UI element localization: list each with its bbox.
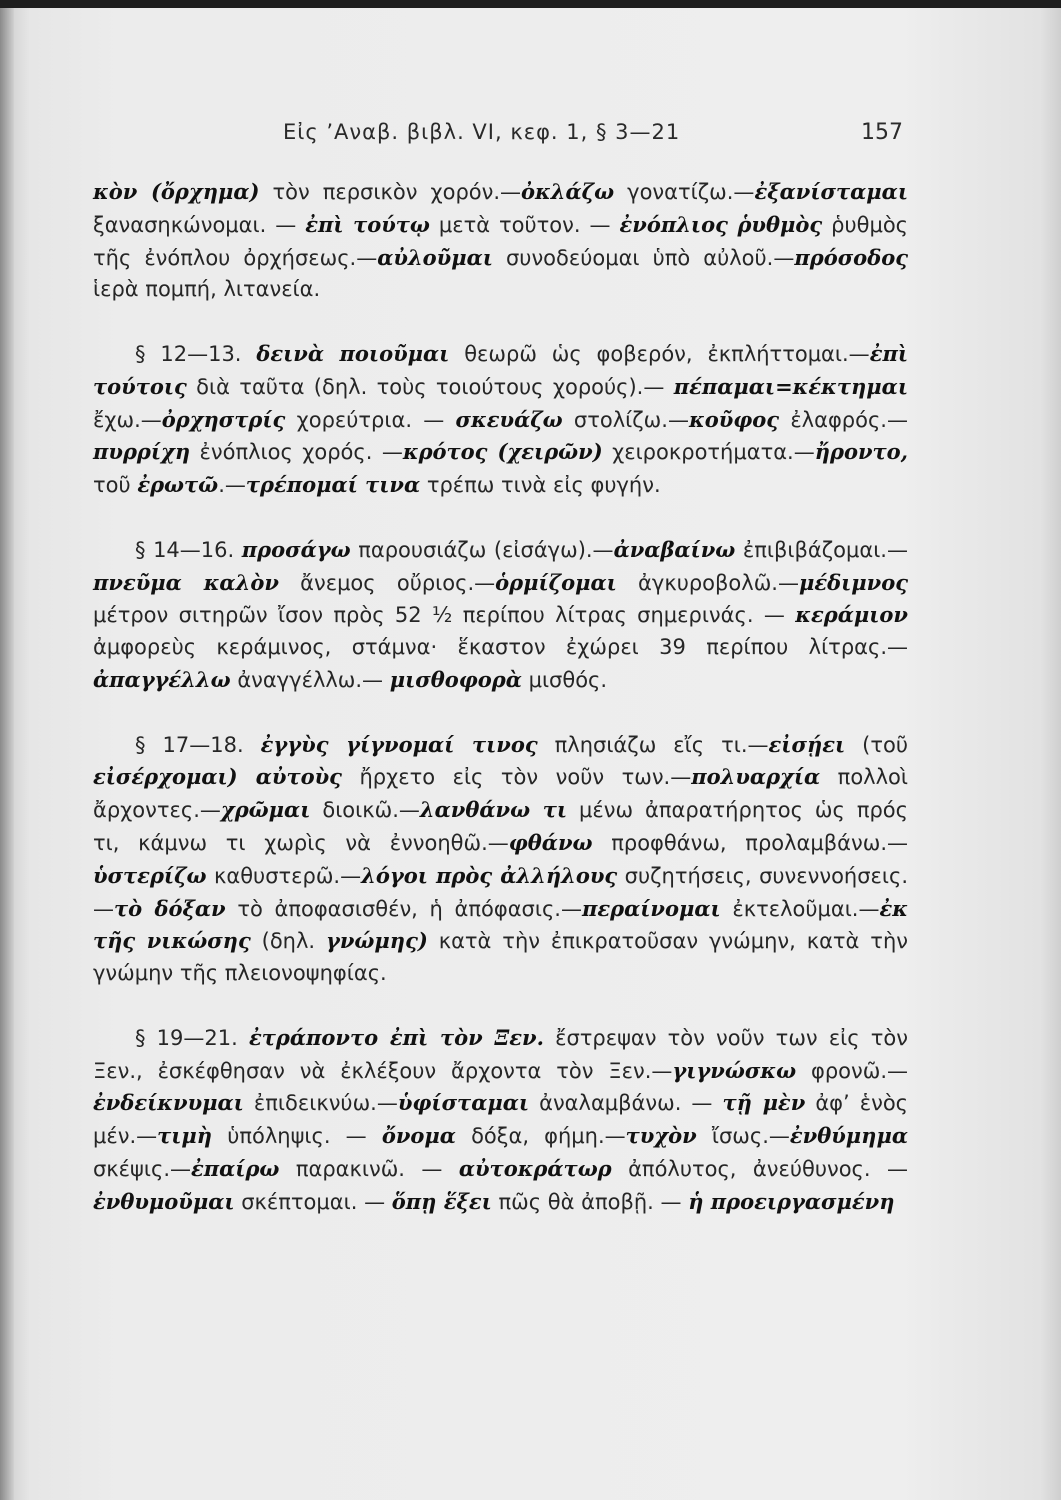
gloss-text: συζητήσεις, συνεννοήσεις.— bbox=[93, 863, 908, 921]
body-text bbox=[93, 176, 908, 1219]
gloss-text: ἔστρεψαν τὸν νοῦν των εἰς τὸν Ξεν., ἐσκέφθησαν νὰ ἐκλέξουν ἄρχοντα τὸν Ξεν.— bbox=[93, 1025, 908, 1083]
gloss-text: πολλοὶ ἄρχοντες.— bbox=[93, 765, 908, 823]
gloss-text: ὑπόληψις. — bbox=[212, 1124, 382, 1149]
headword: τυχὸν bbox=[625, 1123, 697, 1149]
gloss-text: (δηλ. bbox=[250, 929, 326, 954]
headword: αὐλοῦμαι bbox=[377, 244, 493, 270]
headword: ἡ προειργασμένη bbox=[688, 1188, 895, 1214]
headword: πυρρίχη bbox=[93, 439, 191, 465]
gloss-text: διοικῶ.— bbox=[310, 798, 420, 823]
headword: τὸ δόξαν bbox=[114, 895, 226, 921]
headword: ἀπαγγέλλω bbox=[93, 666, 231, 692]
headword: ἐξανίσταμαι bbox=[754, 179, 908, 204]
gloss-text: μισθός. bbox=[521, 667, 608, 692]
page-number: 157 bbox=[861, 120, 903, 145]
gloss-text: γονατίζω.— bbox=[614, 180, 755, 204]
gloss-text: ἀφ’ ἑνὸς μέν.— bbox=[93, 1091, 909, 1149]
gloss-text: παρουσιάζω (εἰσάγω).— bbox=[350, 537, 614, 562]
gloss-text: ἀναλαμβάνω. — bbox=[529, 1091, 723, 1116]
headword: ὑφίσταμαι bbox=[397, 1090, 530, 1116]
headword: περαίνομαι bbox=[581, 895, 721, 921]
headword: λανθάνω τι bbox=[419, 797, 568, 823]
headword: ἐνόπλιος ῥυθμὸς bbox=[619, 211, 823, 237]
gloss-text: δόξα, φήμη.— bbox=[455, 1124, 626, 1149]
headword: ἐρωτῶ bbox=[137, 472, 219, 498]
gloss-text: χορεύτρια. — bbox=[285, 407, 456, 432]
headword: φθάνω bbox=[508, 829, 593, 855]
headword: μέδιμνος bbox=[798, 569, 909, 595]
gloss-text: μένω ἀπαρατήρητος ὡς πρός τι, κάμνω τι χωρὶς νὰ ἐννοηθῶ.— bbox=[93, 798, 908, 855]
gloss-text: ἱερὰ πομπή, λιτανεία. bbox=[93, 277, 321, 302]
gloss-text: τὸν περσικὸν χορόν.— bbox=[259, 180, 522, 204]
headword: γνώμης) bbox=[326, 928, 428, 954]
gloss-text: § 19—21. bbox=[135, 1025, 249, 1050]
gloss-text: ἔχω.— bbox=[93, 407, 162, 432]
gloss-text: ξανασηκώνομαι. — bbox=[93, 212, 306, 237]
headword: ἐπὶ τούτοις bbox=[93, 340, 908, 399]
gloss-text: ῥυθμὸς τῆς ἐνόπλου ὀρχήσεως.— bbox=[93, 212, 909, 270]
gloss-text: κατὰ τὴν ἐπικρατοῦσαν γνώμην, κατὰ τὴν γνώμην τῆς πλειονοψηφίας. bbox=[93, 929, 908, 986]
gloss-text: φρονῶ.— bbox=[796, 1058, 908, 1083]
headword: κεράμιον bbox=[795, 602, 908, 628]
headword: εἰσέρχομαι) αὐτοὺς bbox=[93, 764, 342, 790]
headword: πνεῦμα καλὸν bbox=[93, 569, 279, 595]
headword: ἀναβαίνω bbox=[613, 536, 736, 562]
gloss-text: μετὰ τοῦτον. — bbox=[429, 212, 620, 237]
headword: αὐτοκράτωρ bbox=[458, 1155, 612, 1181]
headword: ἤροντο, bbox=[814, 439, 908, 465]
gloss-text: τοῦ bbox=[93, 473, 138, 498]
gloss-text: ἄνεμος οὔριος.— bbox=[278, 570, 496, 595]
headword: λόγοι πρὸς ἀλλήλους bbox=[361, 862, 618, 888]
gloss-text: χειροκροτήματα.— bbox=[602, 440, 815, 465]
gloss-text: ἐκτελοῦμαι.— bbox=[720, 896, 880, 921]
page-header bbox=[0, 116, 1061, 150]
headword: πέπαμαι=κέκτημαι bbox=[673, 373, 908, 399]
headword: ἐπαίρω bbox=[191, 1155, 280, 1181]
headword: γιγνώσκω bbox=[672, 1057, 797, 1083]
gloss-text: ἐπιβιβάζομαι.— bbox=[735, 537, 908, 562]
gloss-text: παρακινῶ. — bbox=[279, 1156, 459, 1181]
gloss-text: τὸ ἀποφασισθέν, ἡ ἀπόφασις.— bbox=[225, 896, 582, 921]
gloss-text: θεωρῶ ὡς φοβερόν, ἐκπλήττομαι.— bbox=[449, 341, 870, 366]
headword: πολυαρχία bbox=[691, 764, 821, 790]
headword: σκευάζω bbox=[455, 406, 563, 432]
gloss-text: καθυστερῶ.— bbox=[206, 863, 362, 888]
gloss-text: σκέπτομαι. — bbox=[234, 1189, 392, 1214]
gloss-text: πῶς θὰ ἀποβῇ. — bbox=[491, 1189, 689, 1214]
headword: ὀκλάζω bbox=[521, 179, 615, 204]
gloss-text: διὰ ταῦτα (δηλ. τοὺς τοιούτους χορούς).— bbox=[186, 374, 674, 399]
gloss-text: ἀπόλυτος, ἀνεύθυνος. — bbox=[611, 1156, 908, 1181]
gloss-text: ἀναγγέλλω.— bbox=[230, 667, 390, 692]
headword: ἐγγὺς γίγνομαί τινος bbox=[260, 731, 538, 757]
gloss-text: προφθάνω, προλαμβάνω.— bbox=[592, 830, 908, 855]
gloss-text: ἐλαφρός.— bbox=[779, 407, 908, 432]
gloss-text: ἤρχετο εἰς τὸν νοῦν των.— bbox=[341, 765, 692, 790]
gloss-text: § 14—16. bbox=[135, 537, 242, 562]
running-head: Εἰς ’Αναβ. βιβλ. VI, κεφ. 1, § 3—21 bbox=[283, 120, 681, 144]
headword: ἐπὶ τούτῳ bbox=[305, 211, 430, 237]
gloss-text: στολίζω.— bbox=[562, 407, 689, 432]
headword: τιμὴ bbox=[157, 1123, 213, 1149]
paragraph-section-12-13 bbox=[93, 338, 908, 502]
headword: τρέπομαί τινα bbox=[245, 472, 421, 498]
headword: ἐνδείκνυμαι bbox=[93, 1090, 244, 1116]
gloss-text: ἴσως.— bbox=[696, 1124, 790, 1149]
headword: εἰσῄει bbox=[768, 731, 846, 757]
headword: ἐκ τῆς νικώσης bbox=[93, 895, 908, 954]
headword: ἐτράποντο ἐπὶ τὸν Ξεν. bbox=[248, 1024, 544, 1050]
gloss-text: μέτρον σιτηρῶν ἴσον πρὸς 52 ½ περίπου λίτρας σημερινάς. — bbox=[93, 603, 796, 628]
gloss-text: ἀγκυροβολῶ.— bbox=[616, 570, 799, 595]
gloss-text: (τοῦ bbox=[845, 732, 908, 757]
headword: μισθοφορὰ bbox=[389, 666, 522, 692]
gloss-text: πλησιάζω εἴς τι.— bbox=[537, 732, 769, 757]
paragraph-continuation bbox=[93, 176, 908, 306]
headword: τῇ μὲν bbox=[722, 1090, 806, 1116]
gloss-text: ἐνόπλιος χορός. — bbox=[190, 440, 403, 465]
headword: προσάγω bbox=[241, 536, 351, 562]
headword: ἐνθύμημα bbox=[789, 1123, 908, 1149]
page-binding-edge bbox=[0, 8, 14, 1500]
gloss-text: .— bbox=[218, 473, 246, 498]
headword: ὑστερίζω bbox=[93, 862, 207, 888]
paragraph-section-19-21 bbox=[93, 1022, 908, 1219]
headword: πρόσοδος bbox=[794, 244, 908, 270]
headword: κρότος (χειρῶν) bbox=[402, 439, 603, 465]
gloss-text: τρέπω τινὰ εἰς φυγήν. bbox=[420, 473, 661, 498]
gloss-text: συνοδεύομαι ὑπὸ αὐλοῦ.— bbox=[492, 245, 795, 270]
headword: ὀρχηστρίς bbox=[161, 406, 286, 432]
paragraph-section-17-18 bbox=[93, 729, 908, 990]
gloss-text: ἀμφορεὺς κεράμινος, στάμνα· ἕκαστον ἐχώρει 39 περίπου λίτρας.— bbox=[93, 635, 908, 660]
headword: χρῶμαι bbox=[220, 797, 311, 823]
headword: κοῦφος bbox=[688, 406, 780, 432]
gloss-text: σκέψις.— bbox=[93, 1156, 191, 1181]
headword: κὸν (ὄρχημα) bbox=[93, 179, 260, 204]
headword: ὅπῃ ἕξει bbox=[391, 1188, 492, 1214]
gloss-text: § 12—13. bbox=[135, 341, 257, 366]
paragraph-section-14-16 bbox=[93, 534, 908, 697]
headword: ἐνθυμοῦμαι bbox=[93, 1188, 235, 1214]
gloss-text: § 17—18. bbox=[135, 732, 261, 757]
headword: δεινὰ ποιοῦμαι bbox=[256, 340, 450, 366]
headword: ὄνομα bbox=[381, 1123, 456, 1149]
headword: ὁρμίζομαι bbox=[495, 569, 617, 595]
gloss-text: ἐπιδεικνύω.— bbox=[243, 1091, 398, 1116]
